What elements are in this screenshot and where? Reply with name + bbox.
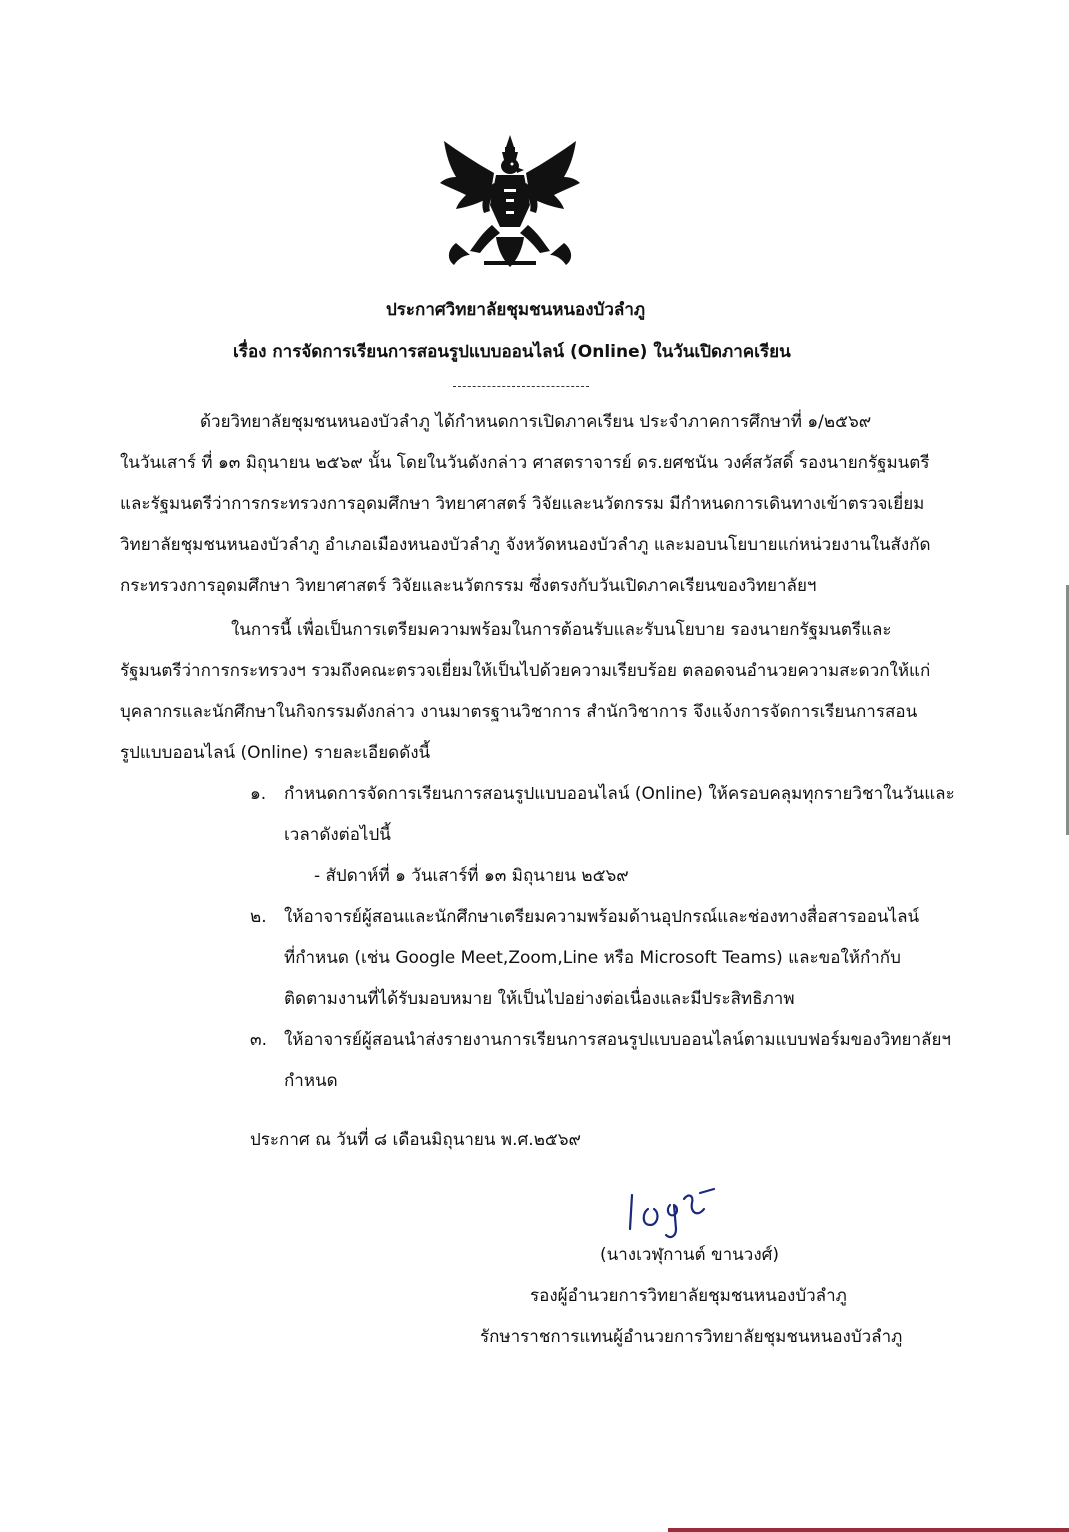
- list-item-line: ให้อาจารย์ผู้สอนนำส่งรายงานการเรียนการสอนรูปแบบออนไลน์ตามแบบฟอร์มของวิทยาลัยฯ: [284, 1030, 951, 1050]
- list-item-line: ติดตามงานที่ได้รับมอบหมาย ให้เป็นไปอย่างต่อเนื่องและมีประสิทธิภาพ: [284, 989, 795, 1009]
- list-item-line: ที่กำหนด (เช่น Google Meet,Zoom,Line หรือ Microsoft Teams) และขอให้กำกับ: [284, 948, 901, 968]
- garuda-emblem-icon: [436, 133, 584, 273]
- signer-position: รองผู้อำนวยการวิทยาลัยชุมชนหนองบัวลำภู: [530, 1286, 847, 1306]
- list-item-line: กำหนดการจัดการเรียนการสอนรูปแบบออนไลน์ (Online) ให้ครอบคลุมทุกรายวิชาในวันและ: [284, 784, 955, 804]
- list-item-line: ให้อาจารย์ผู้สอนและนักศึกษาเตรียมความพร้อมด้านอุปกรณ์และช่องทางสื่อสารออนไลน์: [284, 907, 920, 927]
- divider: [453, 386, 589, 387]
- list-item-line: เวลาดังต่อไปนี้: [284, 825, 391, 845]
- scan-edge: [668, 1528, 1069, 1532]
- paragraph-2-line: ในการนี้ เพื่อเป็นการเตรียมความพร้อมในการต้อนรับและรับนโยบาย รองนายกรัฐมนตรีและ: [231, 620, 892, 640]
- announcement-subject: เรื่อง การจัดการเรียนการสอนรูปแบบออนไลน์ (Online) ในวันเปิดภาคเรียน: [233, 342, 791, 362]
- paragraph-2-line: รัฐมนตรีว่าการกระทรวงฯ รวมถึงคณะตรวจเยี่ยมให้เป็นไปด้วยความเรียบร้อย ตลอดจนอำนวยความสะดวกให้แก่: [120, 661, 931, 681]
- paragraph-2-line: บุคลากรและนักศึกษาในกิจกรรมดังกล่าว งานมาตรฐานวิชาการ สำนักวิชาการ จึงแจ้งการจัดการเรียนการสอน: [120, 702, 918, 722]
- handwritten-signature: [618, 1183, 768, 1241]
- paragraph-1-line: วิทยาลัยชุมชนหนองบัวลำภู อำเภอเมืองหนองบัวลำภู จังหวัดหนองบัวลำภู และมอบนโยบายแก่หน่วยงานในสังกัด: [120, 535, 931, 555]
- paragraph-2-line: รูปแบบออนไลน์ (Online) รายละเอียดดังนี้: [120, 743, 431, 763]
- announcement-title: ประกาศวิทยาลัยชุมชนหนองบัวลำภู: [386, 300, 646, 320]
- paragraph-1-line: และรัฐมนตรีว่าการกระทรวงการอุดมศึกษา วิทยาศาสตร์ วิจัยและนวัตกรรม มีกำหนดการเดินทางเข้าตรวจเยี่ยม: [120, 494, 925, 514]
- signer-name: (นางเวฬุกานต์ ขานวงศ์): [600, 1245, 780, 1265]
- paragraph-1-line: กระทรวงการอุดมศึกษา วิทยาศาสตร์ วิจัยและนวัตกรรม ซึ่งตรงกับวันเปิดภาคเรียนของวิทยาลัยฯ: [120, 576, 817, 596]
- list-item-subline: - สัปดาห์ที่ ๑ วันเสาร์ที่ ๑๓ มิถุนายน ๒๕๖๙: [314, 866, 629, 886]
- signer-acting-position: รักษาราชการแทนผู้อำนวยการวิทยาลัยชุมชนหนองบัวลำภู: [480, 1327, 903, 1347]
- list-item-number: ๓.: [250, 1030, 268, 1050]
- list-item-line: กำหนด: [284, 1071, 338, 1091]
- list-item-number: ๒.: [250, 907, 267, 927]
- announcement-date: ประกาศ ณ วันที่ ๘ เดือนมิถุนายน พ.ศ.๒๕๖๙: [250, 1130, 582, 1150]
- list-item-number: ๑.: [250, 784, 267, 804]
- paragraph-1-line: ด้วยวิทยาลัยชุมชนหนองบัวลำภู ได้กำหนดการเปิดภาคเรียน ประจำภาคการศึกษาที่ ๑/๒๕๖๙: [200, 412, 872, 432]
- paragraph-1-line: ในวันเสาร์ ที่ ๑๓ มิถุนายน ๒๕๖๙ นั้น โดยในวันดังกล่าว ศาสตราจารย์ ดร.ยศชนัน วงศ์สวัสดิ์ รองนายกรัฐมนตรี: [120, 453, 930, 473]
